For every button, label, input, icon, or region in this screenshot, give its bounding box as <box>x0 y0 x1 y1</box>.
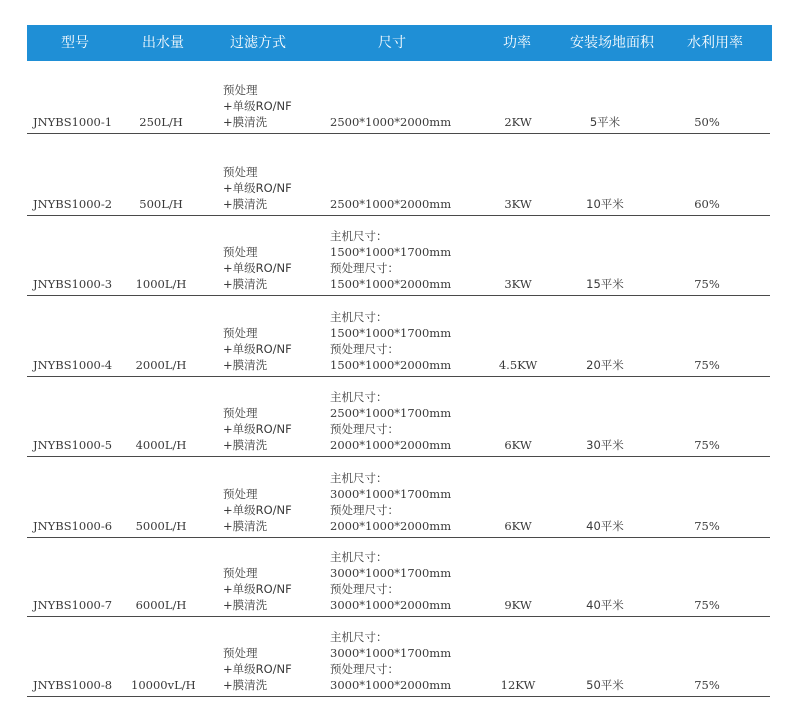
size-line: 预处理尺寸： <box>330 342 399 356</box>
efficiency-cell: 75% <box>694 358 720 372</box>
power-cell: 9KW <box>504 598 532 612</box>
model-cell: JNYBS1000-2 <box>33 197 113 211</box>
model-cell: JNYBS1000-1 <box>33 115 113 129</box>
size-cell <box>330 114 451 130</box>
size-line: 主机尺寸： <box>330 229 388 243</box>
filter-line: 预处理 <box>223 326 258 340</box>
table-row <box>27 379 770 457</box>
table-row <box>27 459 770 538</box>
size-line: 3000*1000*2000mm <box>330 598 452 612</box>
header-model: 型号 <box>61 35 89 51</box>
model-cell: JNYBS1000-7 <box>33 598 113 612</box>
filter-line: +膜清洗 <box>223 358 268 372</box>
table-row <box>27 136 770 216</box>
area-cell: 5平米 <box>589 115 621 129</box>
model-cell: JNYBS1000-4 <box>33 358 113 372</box>
filter-cell <box>223 244 292 292</box>
filter-line: +膜清洗 <box>223 519 268 533</box>
size-line: 3000*1000*1700mm <box>330 566 452 580</box>
size-cell <box>330 549 451 613</box>
size-line: 预处理尺寸： <box>330 503 399 517</box>
header-size: 尺寸 <box>378 35 406 51</box>
filter-line: 预处理 <box>223 566 258 580</box>
filter-cell <box>223 82 292 130</box>
filter-line: 预处理 <box>223 165 258 179</box>
area-cell: 10平米 <box>586 197 624 211</box>
area-cell: 30平米 <box>586 438 624 452</box>
filter-line: +单级RO/NF <box>223 662 292 676</box>
size-line: 主机尺寸： <box>330 390 388 404</box>
filter-line: +膜清洗 <box>223 438 268 452</box>
flow-cell: 6000L/H <box>135 598 187 612</box>
efficiency-cell: 75% <box>694 598 720 612</box>
filter-line: 预处理 <box>223 406 258 420</box>
filter-line: 预处理 <box>223 646 258 660</box>
power-cell: 2KW <box>504 115 532 129</box>
flow-cell: 500L/H <box>139 197 183 211</box>
efficiency-cell: 60% <box>694 197 720 211</box>
filter-line: +膜清洗 <box>223 598 268 612</box>
size-line: 主机尺寸： <box>330 310 388 324</box>
size-line: 2000*1000*2000mm <box>330 519 452 533</box>
filter-cell <box>223 565 292 613</box>
size-cell <box>330 629 451 693</box>
flow-cell: 10000vL/H <box>131 678 196 692</box>
size-line: 2500*1000*2000mm <box>330 115 452 129</box>
efficiency-cell: 75% <box>694 438 720 452</box>
filter-line: +单级RO/NF <box>223 503 292 517</box>
filter-cell <box>223 405 292 453</box>
flow-cell: 2000L/H <box>135 358 187 372</box>
filter-line: +膜清洗 <box>223 678 268 692</box>
area-cell: 40平米 <box>586 598 624 612</box>
filter-cell <box>223 645 292 693</box>
power-cell: 12KW <box>500 678 536 692</box>
flow-cell: 5000L/H <box>135 519 187 533</box>
efficiency-cell: 75% <box>694 678 720 692</box>
power-cell: 4.5KW <box>498 358 538 372</box>
filter-line: +膜清洗 <box>223 115 268 129</box>
size-line: 预处理尺寸： <box>330 662 399 676</box>
size-line: 主机尺寸： <box>330 630 388 644</box>
header-filter: 过滤方式 <box>230 35 286 51</box>
size-line: 3000*1000*2000mm <box>330 678 452 692</box>
table-row <box>27 62 770 134</box>
efficiency-cell: 75% <box>694 519 720 533</box>
size-cell <box>330 389 451 453</box>
filter-line: +单级RO/NF <box>223 99 292 113</box>
filter-line: +膜清洗 <box>223 277 268 291</box>
area-cell: 40平米 <box>586 519 624 533</box>
power-cell: 6KW <box>504 519 532 533</box>
header-efficiency: 水利用率 <box>687 35 743 51</box>
filter-line: 预处理 <box>223 83 258 97</box>
filter-line: +膜清洗 <box>223 197 268 211</box>
size-line: 2000*1000*2000mm <box>330 438 452 452</box>
size-cell <box>330 309 451 373</box>
filter-cell <box>223 486 292 534</box>
filter-line: +单级RO/NF <box>223 181 292 195</box>
table-row <box>27 619 770 697</box>
table-row <box>27 298 770 377</box>
power-cell: 3KW <box>504 197 532 211</box>
size-line: 预处理尺寸： <box>330 261 399 275</box>
size-line: 2500*1000*2000mm <box>330 197 452 211</box>
size-line: 3000*1000*1700mm <box>330 646 452 660</box>
size-line: 2500*1000*1700mm <box>330 406 452 420</box>
efficiency-cell: 75% <box>694 277 720 291</box>
flow-cell: 1000L/H <box>135 277 187 291</box>
power-cell: 3KW <box>504 277 532 291</box>
flow-cell: 250L/H <box>139 115 183 129</box>
size-line: 主机尺寸： <box>330 550 388 564</box>
size-line: 预处理尺寸： <box>330 582 399 596</box>
area-cell: 20平米 <box>586 358 624 372</box>
filter-line: 预处理 <box>223 487 258 501</box>
size-line: 预处理尺寸： <box>330 422 399 436</box>
table-row <box>27 218 770 296</box>
size-line: 1500*1000*2000mm <box>330 277 452 291</box>
header-power: 功率 <box>503 35 531 51</box>
header-flow: 出水量 <box>142 35 184 51</box>
size-line: 主机尺寸： <box>330 471 388 485</box>
filter-line: +单级RO/NF <box>223 422 292 436</box>
size-line: 3000*1000*1700mm <box>330 487 452 501</box>
model-cell: JNYBS1000-3 <box>33 277 113 291</box>
size-line: 1500*1000*1700mm <box>330 245 452 259</box>
size-cell <box>330 470 451 534</box>
area-cell: 15平米 <box>586 277 624 291</box>
table-header <box>27 25 772 61</box>
table-row <box>27 540 770 617</box>
size-cell <box>330 228 451 292</box>
filter-line: 预处理 <box>223 245 258 259</box>
filter-cell <box>223 325 292 373</box>
power-cell: 6KW <box>504 438 532 452</box>
size-line: 1500*1000*1700mm <box>330 326 452 340</box>
filter-line: +单级RO/NF <box>223 261 292 275</box>
model-cell: JNYBS1000-8 <box>33 678 113 692</box>
size-cell <box>330 196 451 212</box>
filter-line: +单级RO/NF <box>223 582 292 596</box>
header-area: 安装场地面积 <box>570 35 654 51</box>
size-line: 1500*1000*2000mm <box>330 358 452 372</box>
model-cell: JNYBS1000-5 <box>33 438 113 452</box>
model-cell: JNYBS1000-6 <box>33 519 113 533</box>
filter-cell <box>223 164 292 212</box>
efficiency-cell: 50% <box>694 115 720 129</box>
filter-line: +单级RO/NF <box>223 342 292 356</box>
flow-cell: 4000L/H <box>135 438 187 452</box>
area-cell: 50平米 <box>586 678 624 692</box>
